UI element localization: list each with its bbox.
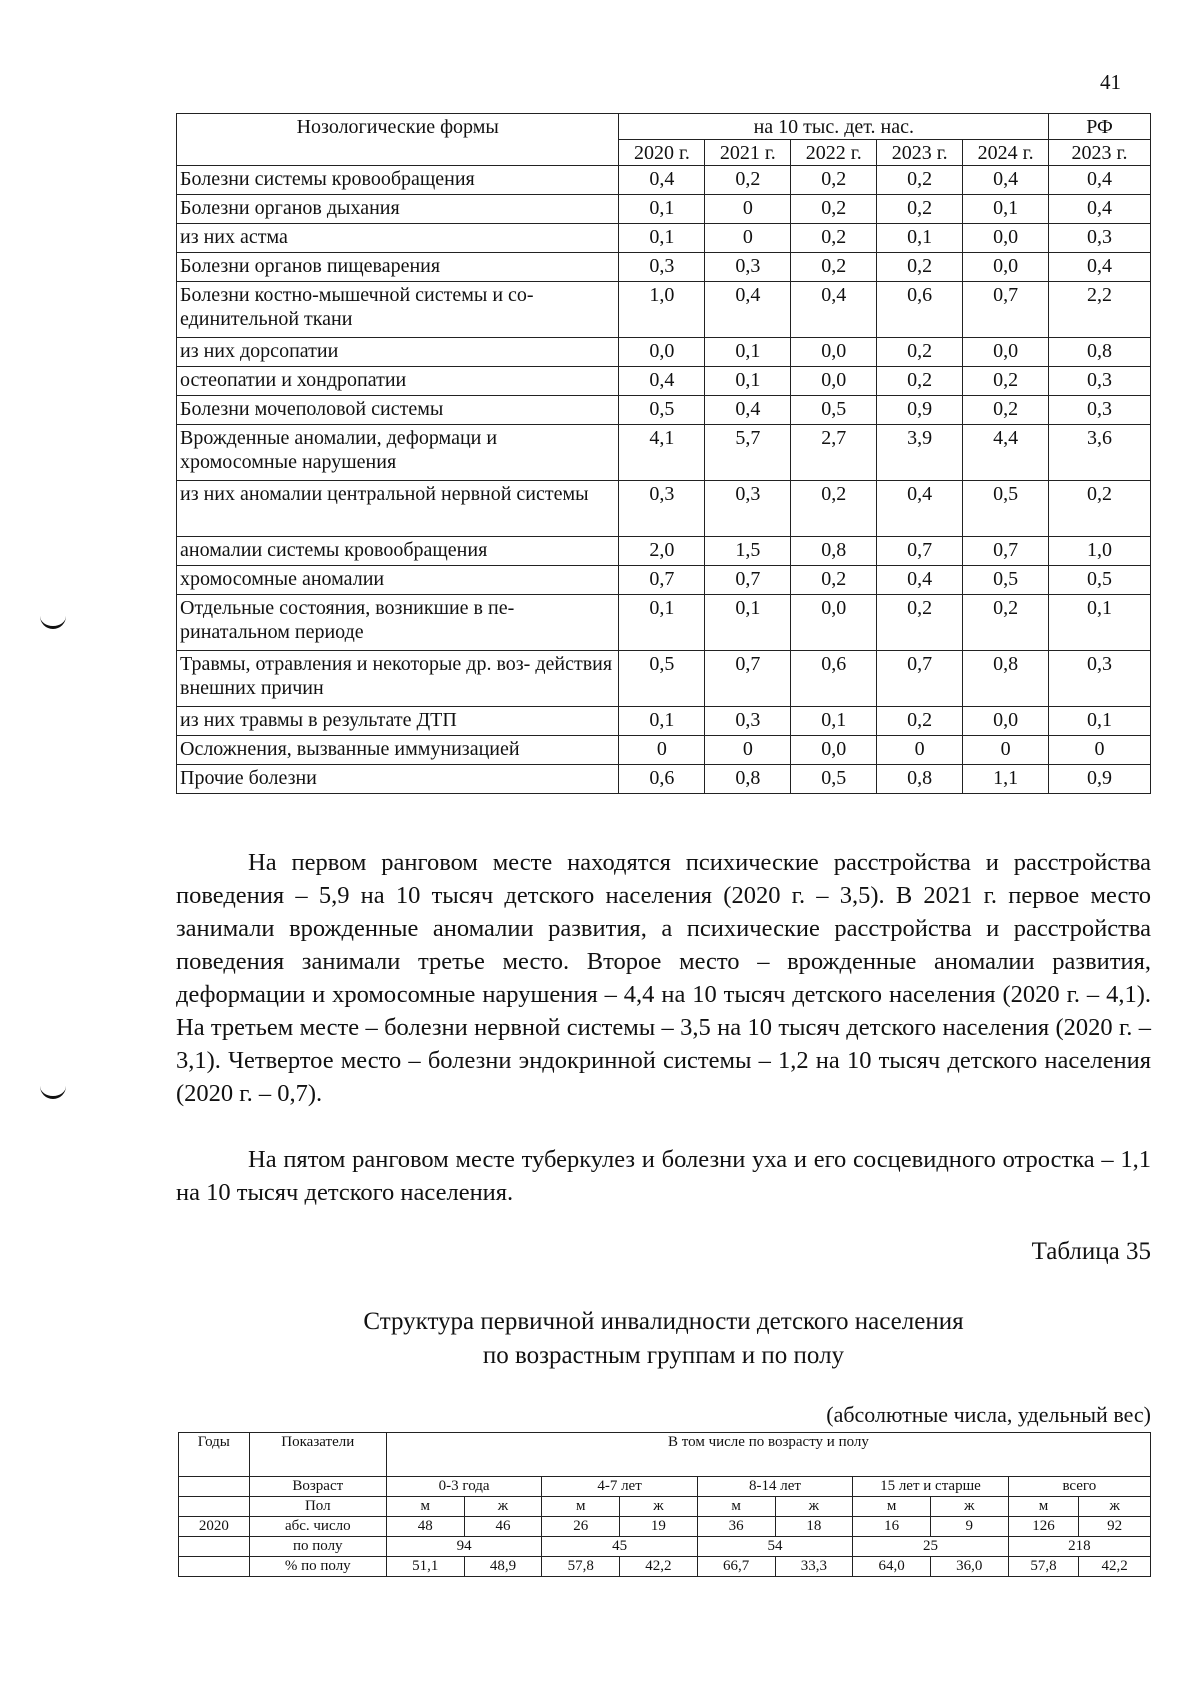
value-cell: 0,3 — [705, 707, 791, 736]
value-cell: 0,1 — [963, 195, 1049, 224]
binding-hole-mark — [40, 1084, 66, 1099]
table-row — [177, 195, 1151, 224]
year-header: 2022 г. — [791, 140, 877, 166]
value-cell: 0,3 — [705, 481, 791, 537]
value-cell: 0,0 — [963, 224, 1049, 253]
value-cell: 0 — [1049, 736, 1151, 765]
value-cell: 0,1 — [619, 595, 705, 651]
col-header-nosology: Нозологические формы — [177, 114, 619, 166]
table-row — [177, 338, 1151, 367]
value-cell: 0,1 — [619, 195, 705, 224]
row-label: Болезни системы кровообращения — [177, 166, 619, 195]
value-cell: 0,1 — [705, 338, 791, 367]
value-cell: 0,1 — [877, 224, 963, 253]
col-header-age-sex: В том числе по возрасту и полу — [386, 1433, 1150, 1477]
table-row — [177, 224, 1151, 253]
paragraph-fifth-place: На пятом ранговом месте туберкулез и болезни уха и его сосцевидного отростка – 1,1 на 10 тысяч детского населения. — [176, 1146, 1151, 1206]
age-group-header: 15 лет и старше — [853, 1477, 1008, 1497]
table-row — [177, 481, 1151, 537]
value-cell: 0,2 — [877, 195, 963, 224]
value-cell: 0,1 — [619, 224, 705, 253]
value-cell: 0,4 — [877, 481, 963, 537]
value-cell: 0,2 — [791, 224, 877, 253]
row-label: Травмы, отравления и некоторые др. воз- действия внешних причин — [177, 651, 619, 707]
row-label: из них астма — [177, 224, 619, 253]
table-row — [177, 166, 1151, 195]
value-cell: 48 — [386, 1517, 464, 1537]
value-cell: 0,2 — [791, 566, 877, 595]
value-cell: 4,1 — [619, 425, 705, 481]
value-cell: 0,4 — [1049, 166, 1151, 195]
value-cell: 0,3 — [619, 481, 705, 537]
value-cell: 0,4 — [705, 396, 791, 425]
value-cell: 0,8 — [705, 765, 791, 794]
value-cell: 0 — [619, 736, 705, 765]
value-cell: 2,7 — [791, 425, 877, 481]
row-label: остеопатии и хондропатии — [177, 367, 619, 396]
value-cell: 0,2 — [963, 367, 1049, 396]
value-cell: 3,6 — [1049, 425, 1151, 481]
value-cell: 0,0 — [791, 595, 877, 651]
value-cell: 48,9 — [464, 1557, 542, 1577]
col-header-years: Годы — [179, 1433, 250, 1477]
value-cell: 0,0 — [619, 338, 705, 367]
value-cell: 33,3 — [775, 1557, 853, 1577]
value-cell: 0,3 — [1049, 367, 1151, 396]
morbidity-table — [176, 113, 1151, 794]
col-header-per10k: на 10 тыс. дет. нас. — [619, 114, 1049, 140]
value-cell: 0 — [963, 736, 1049, 765]
table-row — [177, 537, 1151, 566]
value-cell: 26 — [542, 1517, 620, 1537]
sex-header: м — [1008, 1497, 1079, 1517]
value-cell: 0 — [705, 195, 791, 224]
value-cell: 16 — [853, 1517, 931, 1537]
age-group-header: всего — [1008, 1477, 1150, 1497]
row-label-by-sex: по полу — [249, 1537, 386, 1557]
value-cell: 0,7 — [963, 537, 1049, 566]
value-cell: 0,0 — [963, 253, 1049, 282]
value-cell: 0,2 — [791, 166, 877, 195]
table-row — [177, 425, 1151, 481]
value-cell: 0,3 — [1049, 396, 1151, 425]
value-cell: 0,4 — [791, 282, 877, 338]
table-row — [177, 396, 1151, 425]
value-cell: 126 — [1008, 1517, 1079, 1537]
value-cell: 218 — [1008, 1537, 1150, 1557]
row-label: из них аномалии центральной нервной системы — [177, 481, 619, 537]
value-cell: 2,0 — [619, 537, 705, 566]
rf-year-header: 2023 г. — [1049, 140, 1151, 166]
value-cell: 0,3 — [705, 253, 791, 282]
value-cell: 0,6 — [877, 282, 963, 338]
value-cell: 57,8 — [542, 1557, 620, 1577]
disability-table — [178, 1432, 1151, 1577]
value-cell: 0,7 — [619, 566, 705, 595]
row-label: Болезни органов дыхания — [177, 195, 619, 224]
age-group-header: 4-7 лет — [542, 1477, 697, 1497]
value-cell: 0,2 — [963, 595, 1049, 651]
row-label: Прочие болезни — [177, 765, 619, 794]
age-group-header: 0-3 года — [386, 1477, 541, 1497]
value-cell: 0,4 — [619, 166, 705, 195]
value-cell: 4,4 — [963, 425, 1049, 481]
col-header-rf: РФ — [1049, 114, 1151, 140]
value-cell: 0,2 — [1049, 481, 1151, 537]
value-cell: 19 — [620, 1517, 698, 1537]
value-cell: 0,2 — [877, 338, 963, 367]
paragraph-ranking: На первом ранговом месте находятся психические расстройства и расстройства поведения – 5,9 на 10 тысяч детского населения (2020 г. – 3,5). В 2021 г. первое место занимали врожденные аномалии развития, а психические расстройства и расстройства поведения занимали третье место. Второе место – врожденные аномалии развития, деформации и хромосомные нарушения – 4,4 на 10 тысяч детского населения (2020 г. – 4,1). На третьем месте – болезни нервной системы – 3,5 на 10 тысяч детского населения (2020 г. – 3,1). Четвертое место – болезни эндокринной системы – 1,2 на 10 тысяч детского населения (2020 г. – 0,7). — [176, 849, 1151, 1107]
value-cell: 0,2 — [791, 481, 877, 537]
col-header-indicators: Показатели — [249, 1433, 386, 1477]
sex-header: м — [853, 1497, 931, 1517]
value-cell: 36 — [697, 1517, 775, 1537]
sex-header: ж — [620, 1497, 698, 1517]
sex-header: м — [542, 1497, 620, 1517]
value-cell: 0,5 — [619, 651, 705, 707]
value-cell: 0,4 — [877, 566, 963, 595]
value-cell: 0,5 — [791, 765, 877, 794]
value-cell: 57,8 — [1008, 1557, 1079, 1577]
value-cell: 0,9 — [877, 396, 963, 425]
row-label-abs: абс. число — [249, 1517, 386, 1537]
table-row — [177, 282, 1151, 338]
value-cell: 0,7 — [877, 651, 963, 707]
value-cell: 0 — [705, 736, 791, 765]
value-cell: 0,2 — [791, 253, 877, 282]
year-cell: 2020 — [179, 1517, 250, 1537]
sex-header: м — [386, 1497, 464, 1517]
value-cell: 1,5 — [705, 537, 791, 566]
table-row — [177, 707, 1151, 736]
value-cell: 0,3 — [619, 253, 705, 282]
value-cell: 0,0 — [963, 707, 1049, 736]
value-cell: 0,7 — [963, 282, 1049, 338]
table-row — [177, 253, 1151, 282]
row-label: Врожденные аномалии, деформаци и хромосомные нарушения — [177, 425, 619, 481]
value-cell: 36,0 — [930, 1557, 1008, 1577]
row-label: из них травмы в результате ДТП — [177, 707, 619, 736]
value-cell: 0,1 — [791, 707, 877, 736]
year-header: 2020 г. — [619, 140, 705, 166]
row-label: Болезни костно-мышечной системы и со- единительной ткани — [177, 282, 619, 338]
value-cell: 0 — [877, 736, 963, 765]
value-cell: 64,0 — [853, 1557, 931, 1577]
value-cell: 0,2 — [877, 707, 963, 736]
year-header: 2023 г. — [877, 140, 963, 166]
value-cell: 1,1 — [963, 765, 1049, 794]
value-cell: 0,4 — [1049, 253, 1151, 282]
year-header: 2021 г. — [705, 140, 791, 166]
value-cell: 3,9 — [877, 425, 963, 481]
sex-header: ж — [464, 1497, 542, 1517]
value-cell: 1,0 — [619, 282, 705, 338]
row-label-age: Возраст — [249, 1477, 386, 1497]
value-cell: 0,4 — [963, 166, 1049, 195]
value-cell: 0,6 — [791, 651, 877, 707]
table-row — [177, 765, 1151, 794]
value-cell: 0,1 — [619, 707, 705, 736]
value-cell: 0,0 — [791, 367, 877, 396]
value-cell: 0,2 — [877, 166, 963, 195]
row-label: из них дорсопатии — [177, 338, 619, 367]
value-cell: 0,4 — [705, 282, 791, 338]
value-cell: 0,0 — [963, 338, 1049, 367]
value-cell: 0,5 — [963, 566, 1049, 595]
row-label: Осложнения, вызванные иммунизацией — [177, 736, 619, 765]
value-cell: 0,8 — [877, 765, 963, 794]
value-cell: 0,1 — [1049, 595, 1151, 651]
value-cell: 0 — [705, 224, 791, 253]
sex-header: ж — [775, 1497, 853, 1517]
table-row — [177, 651, 1151, 707]
value-cell: 0,9 — [1049, 765, 1151, 794]
value-cell: 0,8 — [791, 537, 877, 566]
value-cell: 0,5 — [619, 396, 705, 425]
value-cell: 0,2 — [705, 166, 791, 195]
value-cell: 5,7 — [705, 425, 791, 481]
value-cell: 0,5 — [791, 396, 877, 425]
value-cell: 0,2 — [963, 396, 1049, 425]
value-cell: 0,5 — [963, 481, 1049, 537]
value-cell: 94 — [386, 1537, 541, 1557]
value-cell: 0,0 — [791, 338, 877, 367]
value-cell: 92 — [1079, 1517, 1151, 1537]
value-cell: 18 — [775, 1517, 853, 1537]
year-header: 2024 г. — [963, 140, 1049, 166]
value-cell: 1,0 — [1049, 537, 1151, 566]
row-label: Болезни органов пищеварения — [177, 253, 619, 282]
table-units-note: (абсолютные числа, удельный вес) — [826, 1402, 1151, 1427]
value-cell: 42,2 — [1079, 1557, 1151, 1577]
value-cell: 45 — [542, 1537, 697, 1557]
row-label: Болезни мочеполовой системы — [177, 396, 619, 425]
age-group-header: 8-14 лет — [697, 1477, 852, 1497]
value-cell: 0,3 — [1049, 224, 1151, 253]
value-cell: 42,2 — [620, 1557, 698, 1577]
value-cell: 9 — [930, 1517, 1008, 1537]
value-cell: 0,2 — [877, 367, 963, 396]
value-cell: 0,1 — [705, 367, 791, 396]
row-label-sex: Пол — [249, 1497, 386, 1517]
value-cell: 66,7 — [697, 1557, 775, 1577]
value-cell: 0,5 — [1049, 566, 1151, 595]
value-cell: 0,2 — [791, 195, 877, 224]
value-cell: 0,0 — [791, 736, 877, 765]
value-cell: 0,3 — [1049, 651, 1151, 707]
sex-header: ж — [1079, 1497, 1151, 1517]
page-number: 41 — [1100, 70, 1121, 94]
sex-header: м — [697, 1497, 775, 1517]
table-row — [177, 367, 1151, 396]
row-label: аномалии системы кровообращения — [177, 537, 619, 566]
table-label: Таблица 35 — [1031, 1238, 1151, 1265]
value-cell: 0,6 — [619, 765, 705, 794]
value-cell: 0,8 — [963, 651, 1049, 707]
binding-hole-mark — [40, 614, 66, 629]
row-label-pct: % по полу — [249, 1557, 386, 1577]
value-cell: 0,7 — [705, 651, 791, 707]
table-row — [177, 595, 1151, 651]
value-cell: 0,2 — [877, 253, 963, 282]
table-row — [177, 736, 1151, 765]
value-cell: 0,1 — [1049, 707, 1151, 736]
value-cell: 0,4 — [1049, 195, 1151, 224]
value-cell: 0,7 — [705, 566, 791, 595]
table-title: Структура первичной инвалидности детского населения по возрастным группам и по полу — [363, 1308, 964, 1369]
value-cell: 0,7 — [877, 537, 963, 566]
value-cell: 54 — [697, 1537, 852, 1557]
value-cell: 51,1 — [386, 1557, 464, 1577]
sex-header: ж — [930, 1497, 1008, 1517]
value-cell: 2,2 — [1049, 282, 1151, 338]
row-label: хромосомные аномалии — [177, 566, 619, 595]
value-cell: 0,2 — [877, 595, 963, 651]
value-cell: 46 — [464, 1517, 542, 1537]
value-cell: 0,8 — [1049, 338, 1151, 367]
row-label: Отдельные состояния, возникшие в пе- ринатальном периоде — [177, 595, 619, 651]
value-cell: 25 — [853, 1537, 1008, 1557]
value-cell: 0,1 — [705, 595, 791, 651]
value-cell: 0,4 — [619, 367, 705, 396]
table-row — [177, 566, 1151, 595]
